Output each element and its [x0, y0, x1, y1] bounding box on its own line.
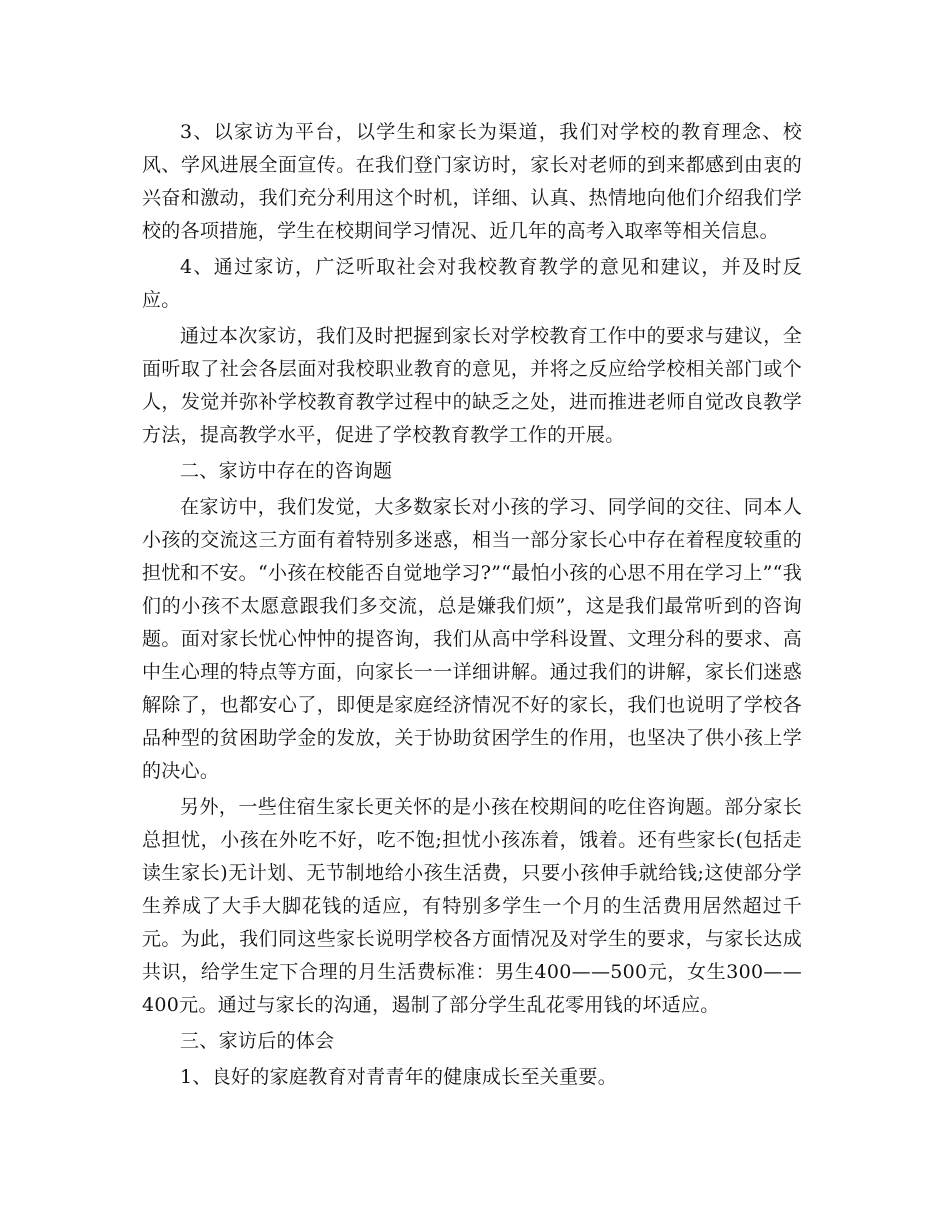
paragraph-family-education: 1、良好的家庭教育对青青年的健康成长至关重要。 [180, 1066, 617, 1088]
paragraph-parent-concerns: 在家访中，我们发觉，大多数家长对小孩的学习、同学间的交往、同本人小孩的交流这三方面有着特别多迷惑，相当一部分家长心中存在着程度较重的担忧和不安。“小孩在校能否自觉地学习?”“最怕小孩的心思不用在学习上”“我们的小孩不太愿意跟我们多交流，总是嫌我们烦”，这是我们最常听到的咨询题。面对家长忧心忡忡的提咨询，我们从高中学科设置、文理分科的要求、高中生心理的特点等方面，向家长一一详细讲解。通过我们的讲解，家长们迷惑解除了，也都安心了，即便是家庭经济情况不好的家长，我们也说明了学校各品种型的贫困助学金的发放，关于协助贫困学生的作用，也坚决了供小孩上学的决心。 [142, 496, 802, 782]
section-heading-reflections: 三、家访后的体会 [180, 1030, 335, 1052]
section-heading-problems: 二、家访中存在的咨询题 [180, 460, 393, 482]
paragraph-living-expenses: 另外，一些住宿生家长更关怀的是小孩在校期间的吃住咨询题。部分家长总担忧，小孩在外吃不好，吃不饱;担忧小孩冻着，饿着。还有些家长(包括走读生家长)无计划、无节制地给小孩生活费，只要小孩伸手就给钱;这使部分学生养成了大手大脚花钱的适应，有特别多学生一个月的生活费用居然超过千元。为此，我们同这些家长说明学校各方面情况及对学生的要求，与家长达成共识，给学生定下合理的月生活费标准：男生400——500元，女生300——400元。通过与家长的沟通，遏制了部分学生乱花零用钱的坏适应。 [142, 796, 802, 1016]
document-body [142, 116, 802, 1097]
paragraph-summary: 通过本次家访，我们及时把握到家长对学校教育工作中的要求与建议，全面听取了社会各层面对我校职业教育的意见，并将之反应给学校相关部门或个人，发觉并弥补学校教育教学过程中的缺乏之处，进而推进老师自觉改良教学方法，提高教学水平，促进了学校教育教学工作的开展。 [142, 325, 802, 446]
paragraph-feedback: 4、通过家访，广泛听取社会对我校教育教学的意见和建议，并及时反应。 [142, 256, 802, 311]
paragraph-publicity: 3、以家访为平台，以学生和家长为渠道，我们对学校的教育理念、校风、学风进展全面宣传。在我们登门家访时，家长对老师的到来都感到由衷的兴奋和激动，我们充分利用这个时机，详细、认真、热情地向他们介绍我们学校的各项措施，学生在校期间学习情况、近几年的高考入取率等相关信息。 [142, 121, 802, 242]
